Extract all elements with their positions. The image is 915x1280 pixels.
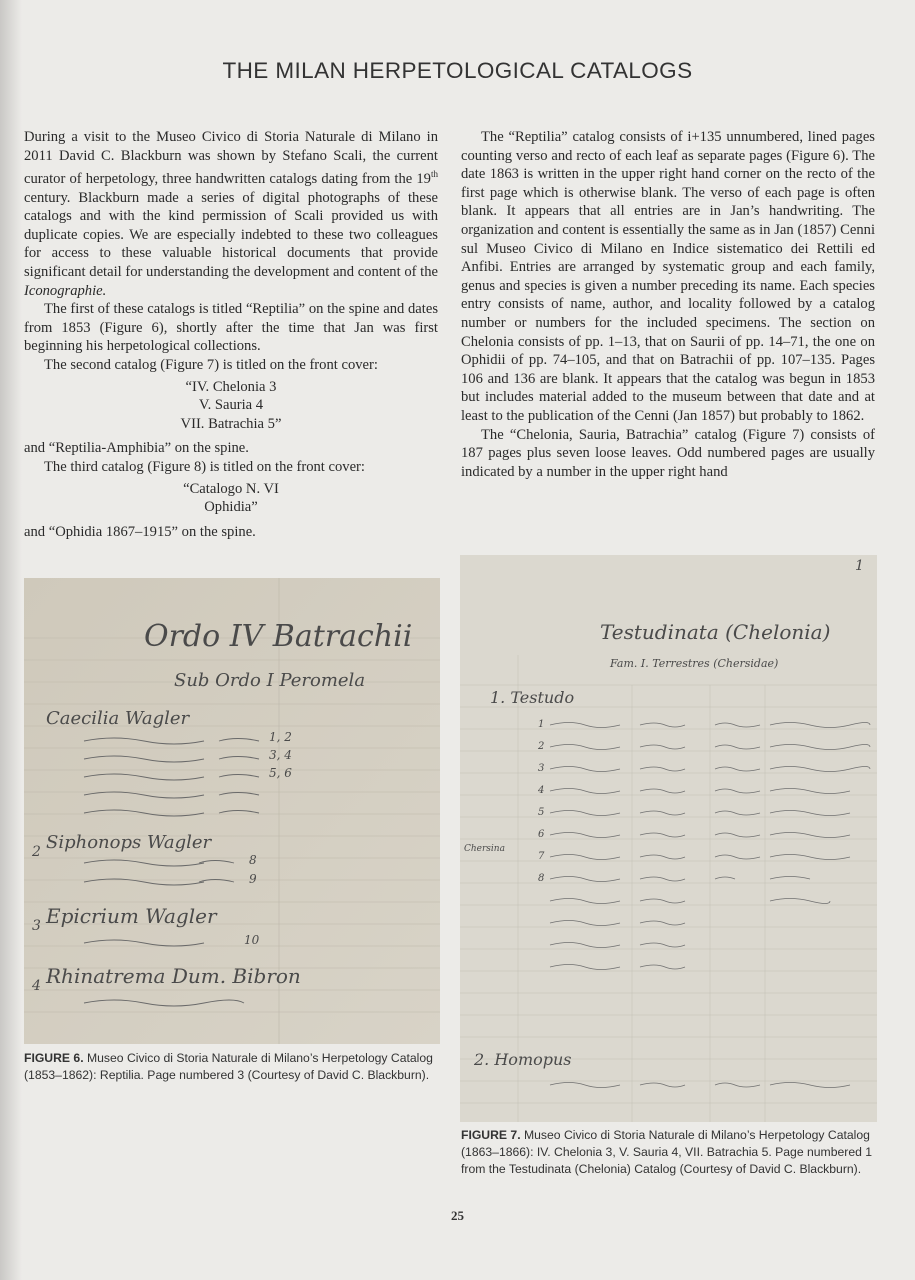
paragraph-intro bbox=[24, 128, 438, 300]
fig6-genus-2: Siphonops Wagler bbox=[46, 832, 212, 853]
second-catalog-cover-title bbox=[24, 378, 438, 434]
fig6-genus-1: Caecilia Wagler bbox=[46, 708, 190, 729]
fig6-section-2: 2 bbox=[32, 844, 41, 860]
page-title: THE MILAN HERPETOLOGICAL CATALOGS bbox=[222, 58, 693, 83]
fig6-section-3: 3 bbox=[32, 918, 41, 934]
fig6-genus-4: Rhinatrema Dum. Bibron bbox=[46, 964, 301, 988]
figure-6-manuscript bbox=[24, 578, 440, 1044]
fig7-species-num: 3 bbox=[538, 763, 545, 774]
page-number: 25 bbox=[451, 1208, 464, 1223]
fig7-species-num: 7 bbox=[538, 851, 545, 862]
cover3-line1: “Catalogo N. VI bbox=[183, 480, 279, 497]
fig7-species-num: 5 bbox=[538, 807, 545, 818]
page-gutter-shadow bbox=[0, 0, 22, 1280]
fig7-species-num: 6 bbox=[538, 829, 545, 840]
fig7-subheading: Fam. I. Terrestres (Chersidae) bbox=[610, 657, 779, 670]
figure-7-caption bbox=[461, 1127, 879, 1178]
figure-6-photo bbox=[24, 578, 440, 1044]
right-column bbox=[461, 128, 875, 481]
figure-7-photo bbox=[460, 555, 877, 1122]
fig6-number-3: 5, 6 bbox=[269, 766, 292, 780]
paragraph-second-spine: and “Reptilia-Amphibia” on the spine. bbox=[24, 440, 249, 457]
fig7-page-corner-number: 1 bbox=[855, 558, 864, 574]
fig6-number-6: 10 bbox=[244, 933, 260, 947]
fig6-heading: Ordo IV Batrachii bbox=[144, 619, 413, 654]
fig6-genus-3: Epicrium Wagler bbox=[46, 904, 217, 928]
cover2-line2: V. Sauria 4 bbox=[198, 397, 264, 414]
paragraph-reptilia-catalog: The “Reptilia” catalog consists of i+135 unnumbered, lined pages counting verso and recto of each leaf as separate pages (Figure 6). The date 1863 is written in the upper right hand corner on the recto of the first page which is otherwise blank. The verso of each page is often blank. It appears that all entries are in Jan’s handwriting. The organization and content is essentially the same as in Jan (1857) Cenni sul Museo Civico di Milano en Indice sistematico dei Rettili ed Anfibi. Entries are arranged by systematic group and each family, genus and species is given a number preceding its name. Each species entry consists of name, author, and locality followed by a catalog number or numbers for the included specimens. The section on Chelonia consists of pp. 1–13, that on Saurii of pp. 14–71, the one on Ophidii of pp. 74–105, and that on Batrachii of pp. 107–135. Pages 106 and 136 are blank. It appears that the catalog was begun in 1853 but includes material added to the museum between that date and at least to the publication of the Cenni (Jan 1857) but probably to 1862. bbox=[461, 129, 875, 424]
fig7-species-num: 2 bbox=[538, 741, 545, 752]
fig7-species-num: 1 bbox=[538, 719, 545, 730]
cover2-line3: VII. Batrachia 5” bbox=[180, 415, 282, 432]
cover2-line1: “IV. Chelonia 3 bbox=[185, 378, 277, 395]
third-catalog-cover-title bbox=[24, 480, 438, 517]
paragraph-third-catalog: The third catalog (Figure 8) is titled on the front cover: bbox=[44, 458, 365, 475]
intro-text-b: century. Blackburn made a series of digital photographs of these catalogs and with the kind permission of Scali provided us with duplicate copies. We are especially indebted to these two colleagues for access to these valuable historical documents that provide significant detail for understanding the development and content of the bbox=[24, 189, 438, 281]
intro-text-a: During a visit to the Museo Civico di Storia Naturale di Milano in 2011 David C. Blackburn was shown by Stefano Scali, the current curator of herpetology, three handwritten catalogs dating from the 19 bbox=[24, 129, 438, 188]
figure-6-caption-text: Museo Civico di Storia Naturale di Milano’s Herpetology Catalog (1853–1862): Reptilia. Page numbered 3 (Courtesy of David C. Blackburn). bbox=[24, 1051, 433, 1082]
paragraph-third-spine: and “Ophidia 1867–1915” on the spine. bbox=[24, 523, 256, 540]
fig7-species-num: 4 bbox=[538, 785, 545, 796]
left-column bbox=[24, 128, 438, 541]
fig6-subheading: Sub Ordo I Peromela bbox=[174, 670, 366, 691]
figure-7-label: FIGURE 7. bbox=[461, 1128, 521, 1142]
fig6-number-2: 3, 4 bbox=[269, 748, 292, 762]
figure-7-caption-text: Museo Civico di Storia Naturale di Milano’s Herpetology Catalog (1863–1866): IV. Chelonia 3, V. Sauria 4, VII. Batrachia 5. Page numbered 1 from the Testudinata (Chelonia) Catalog (Courtesy of David C. Blackburn). bbox=[461, 1128, 873, 1176]
figure-6-label: FIGURE 6. bbox=[24, 1051, 84, 1065]
fig6-number-1: 1, 2 bbox=[269, 730, 292, 744]
fig7-genus-homopus: 2. Homopus bbox=[474, 1050, 572, 1069]
paragraph-first-catalog: The first of these catalogs is titled “Reptilia” on the spine and dates from 1853 (Figure 6), shortly after the time that Jan was first beginning his herpetological collections. bbox=[24, 301, 438, 355]
paragraph-second-catalog: The second catalog (Figure 7) is titled on the front cover: bbox=[44, 356, 378, 373]
fig6-section-4: 4 bbox=[32, 978, 41, 994]
intro-italic: Iconographie. bbox=[24, 282, 107, 299]
paragraph-chelonia-catalog: The “Chelonia, Sauria, Batrachia” catalog (Figure 7) consists of 187 pages plus seven loose leaves. Odd numbered pages are usually indicated by a number in the upper right hand bbox=[461, 426, 875, 480]
fig6-number-4: 8 bbox=[249, 853, 257, 867]
fig7-side-note: Chersina bbox=[464, 844, 505, 854]
fig7-heading: Testudinata (Chelonia) bbox=[600, 620, 831, 644]
figure-7-manuscript bbox=[460, 555, 877, 1122]
fig7-species-num: 8 bbox=[538, 873, 545, 884]
intro-superscript: th bbox=[430, 169, 438, 180]
fig6-number-5: 9 bbox=[249, 872, 257, 886]
cover3-line2: Ophidia” bbox=[204, 499, 258, 516]
figure-6-caption bbox=[24, 1050, 440, 1084]
fig7-genus-testudo: 1. Testudo bbox=[490, 688, 575, 707]
